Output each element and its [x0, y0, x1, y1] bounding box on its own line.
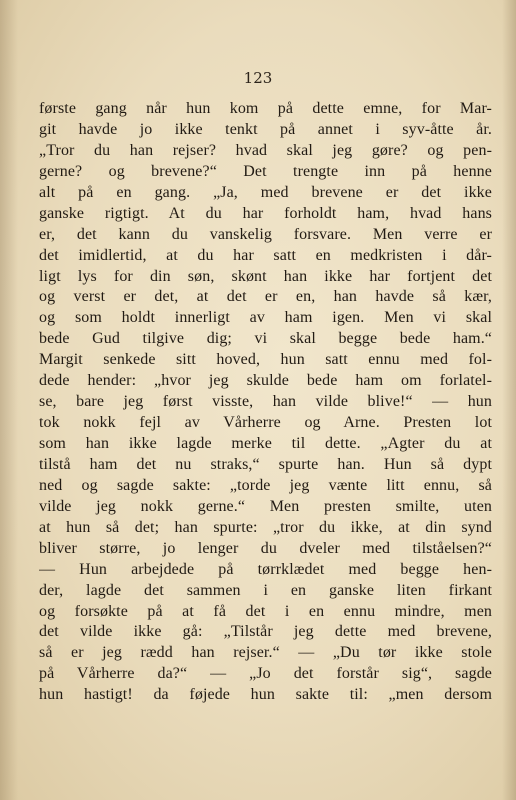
text-line: hun hastigt! da føjede hun sakte til: „men dersom [39, 686, 492, 704]
page-number: 123 [243, 69, 273, 87]
text-line: og som holdt innerligt av ham igen. Men vi skal [39, 309, 492, 327]
text-line: alt på en gang. „Ja, med brevene er det ikke [39, 183, 492, 201]
body-text [39, 99, 492, 706]
text-line: Margit senkede sitt hoved, hun satt ennu med fol- [39, 351, 492, 369]
page-spine-shadow [0, 0, 18, 800]
text-line: vilde jeg nokk gerne.“ Men presten smilte, uten [39, 497, 492, 515]
text-line: er, det kann du vanskelig forsvare. Men verre er [39, 225, 492, 243]
text-line: første gang når hun kom på dette emne, for Mar- [39, 100, 492, 117]
text-line: — Hun arbejdede på tørrklædet med begge hen- [39, 560, 492, 578]
text-line: git havde jo ikke tenkt på annet i syv-åtte år. [39, 120, 492, 138]
text-line: som han ikke lagde merke til dette. „Agter du at [39, 435, 492, 452]
text-line: se, bare jeg først visste, han vilde blive!“ — hun [39, 393, 492, 411]
text-line: ganske rigtigt. At du har forholdt ham, hvad hans [39, 204, 492, 222]
text-line: så er jeg rædd han rejser.“ — „Du tør ikke stole [39, 644, 492, 662]
text-line: og forsøkte på at få det i en ennu mindre, men [39, 602, 492, 620]
text-line: det imidlertid, at du har satt en medkristen i dår- [39, 246, 492, 264]
text-line: dede hender: „hvor jeg skulde bede ham om forlatel- [39, 372, 492, 390]
text-line: på Vårherre da?“ — „Jo det forstår sig“, sagde [39, 665, 492, 683]
text-line: ned og sagde sakte: „torde jeg vænte litt ennu, så [39, 476, 492, 494]
page-edge-shadow [502, 0, 516, 800]
text-line: og verst er det, at det er en, han havde så kær, [39, 288, 492, 306]
text-line: tilstå ham det nu straks,“ spurte han. Hun så dypt [39, 455, 492, 473]
text-line: det vilde ikke gå: „Tilstår jeg dette med brevene, [39, 623, 492, 641]
text-line: tok nokk fejl av Vårherre og Arne. Presten lot [39, 414, 492, 432]
text-line: der, lagde det sammen i en ganske liten firkant [39, 581, 492, 599]
text-line: ligt lys for din søn, skønt han ikke har fortjent det [39, 267, 492, 285]
text-line: at hun så det; han spurte: „tror du ikke, at din synd [39, 518, 492, 536]
text-line: bede Gud tilgive dig; vi skal begge bede ham.“ [39, 330, 492, 348]
text-line: gerne? og brevene?“ Det trengte inn på henne [39, 162, 492, 180]
text-line: bliver større, jo lenger du dveler med tilståelsen?“ [39, 539, 492, 557]
text-line: „Tror du han rejser? hvad skal jeg gøre? og pen- [39, 141, 492, 159]
